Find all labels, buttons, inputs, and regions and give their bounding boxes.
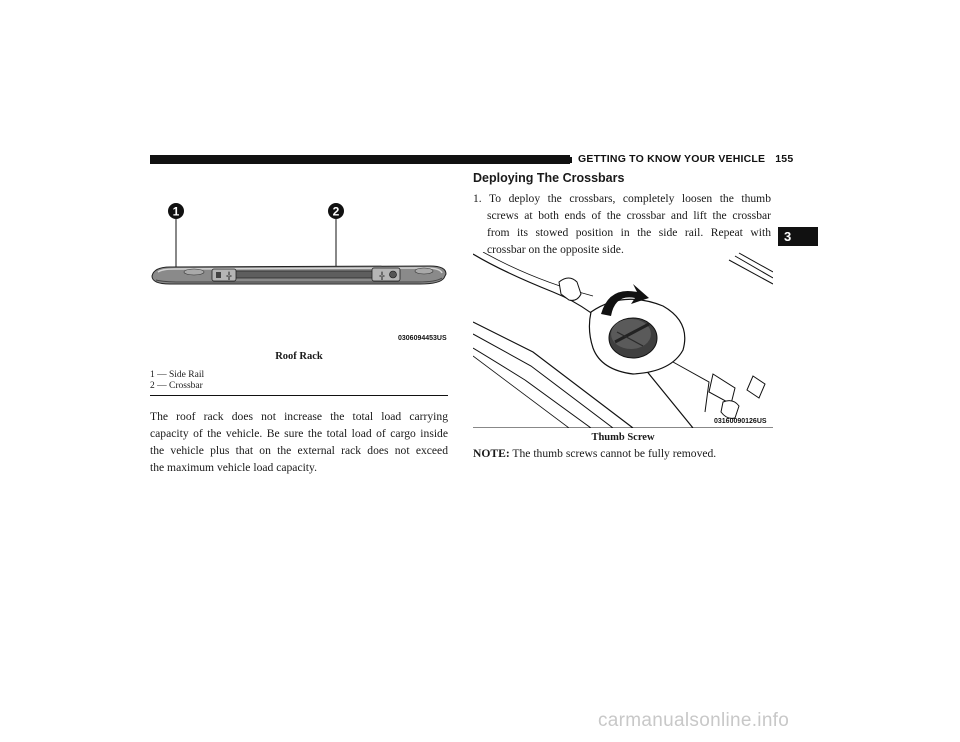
header-rule [150,155,570,164]
figure-1-caption: Roof Rack [275,351,323,362]
paragraph-line: The roof rack does not increase the total load carrying [150,410,448,423]
figure-1-legend [150,370,204,392]
page-number: 155 [775,153,794,165]
roof-rack-paragraph [150,408,448,476]
thumb-screw-knob [609,318,657,358]
running-header [578,153,794,165]
watermark[interactable]: carmanualsonline.info [598,710,790,731]
legend-item: 2 — Crossbar [150,381,203,391]
paragraph-line: the maximum vehicle load capacity. [150,461,317,474]
svg-text:╬: ╬ [226,273,232,280]
header-square [566,157,572,163]
roof-rack-illustration [150,196,448,344]
note [473,446,716,461]
section-heading: Deploying The Crossbars [473,171,625,185]
note-label: NOTE: [473,447,510,460]
step-line: screws at both ends of the crossbar and lift the crossbar [487,209,771,222]
callout-2-label: 2 [332,204,340,219]
figure-2-code: 03160090126US [714,418,767,425]
callout-1-label: 1 [172,204,180,219]
figure-1-code: 0306094453US [398,335,447,342]
paragraph-line: capacity of the vehicle. Be sure the total load of cargo inside [150,427,448,440]
step-line: 1. To deploy the crossbars, completely loosen the thumb [473,192,771,205]
svg-text:╬: ╬ [379,273,385,280]
legend-divider [150,395,448,396]
section-title: GETTING TO KNOW YOUR VEHICLE [578,153,766,165]
legend-item: 1 — Side Rail [150,370,205,380]
step-line: from its stowed position in the side rail. Repeat with [487,226,771,239]
callout-1 [168,203,184,219]
step-1 [473,190,771,258]
callout-2 [328,203,344,219]
figure-2-caption: Thumb Screw [591,432,655,443]
thumb-screw-illustration [473,252,773,428]
note-text: The thumb screws cannot be fully removed. [509,447,717,460]
chapter-tab[interactable]: 3 [778,227,818,246]
paragraph-line: the vehicle plus that on the external rack does not exceed [150,444,448,457]
step-line: crossbar on the opposite side. [487,243,624,256]
